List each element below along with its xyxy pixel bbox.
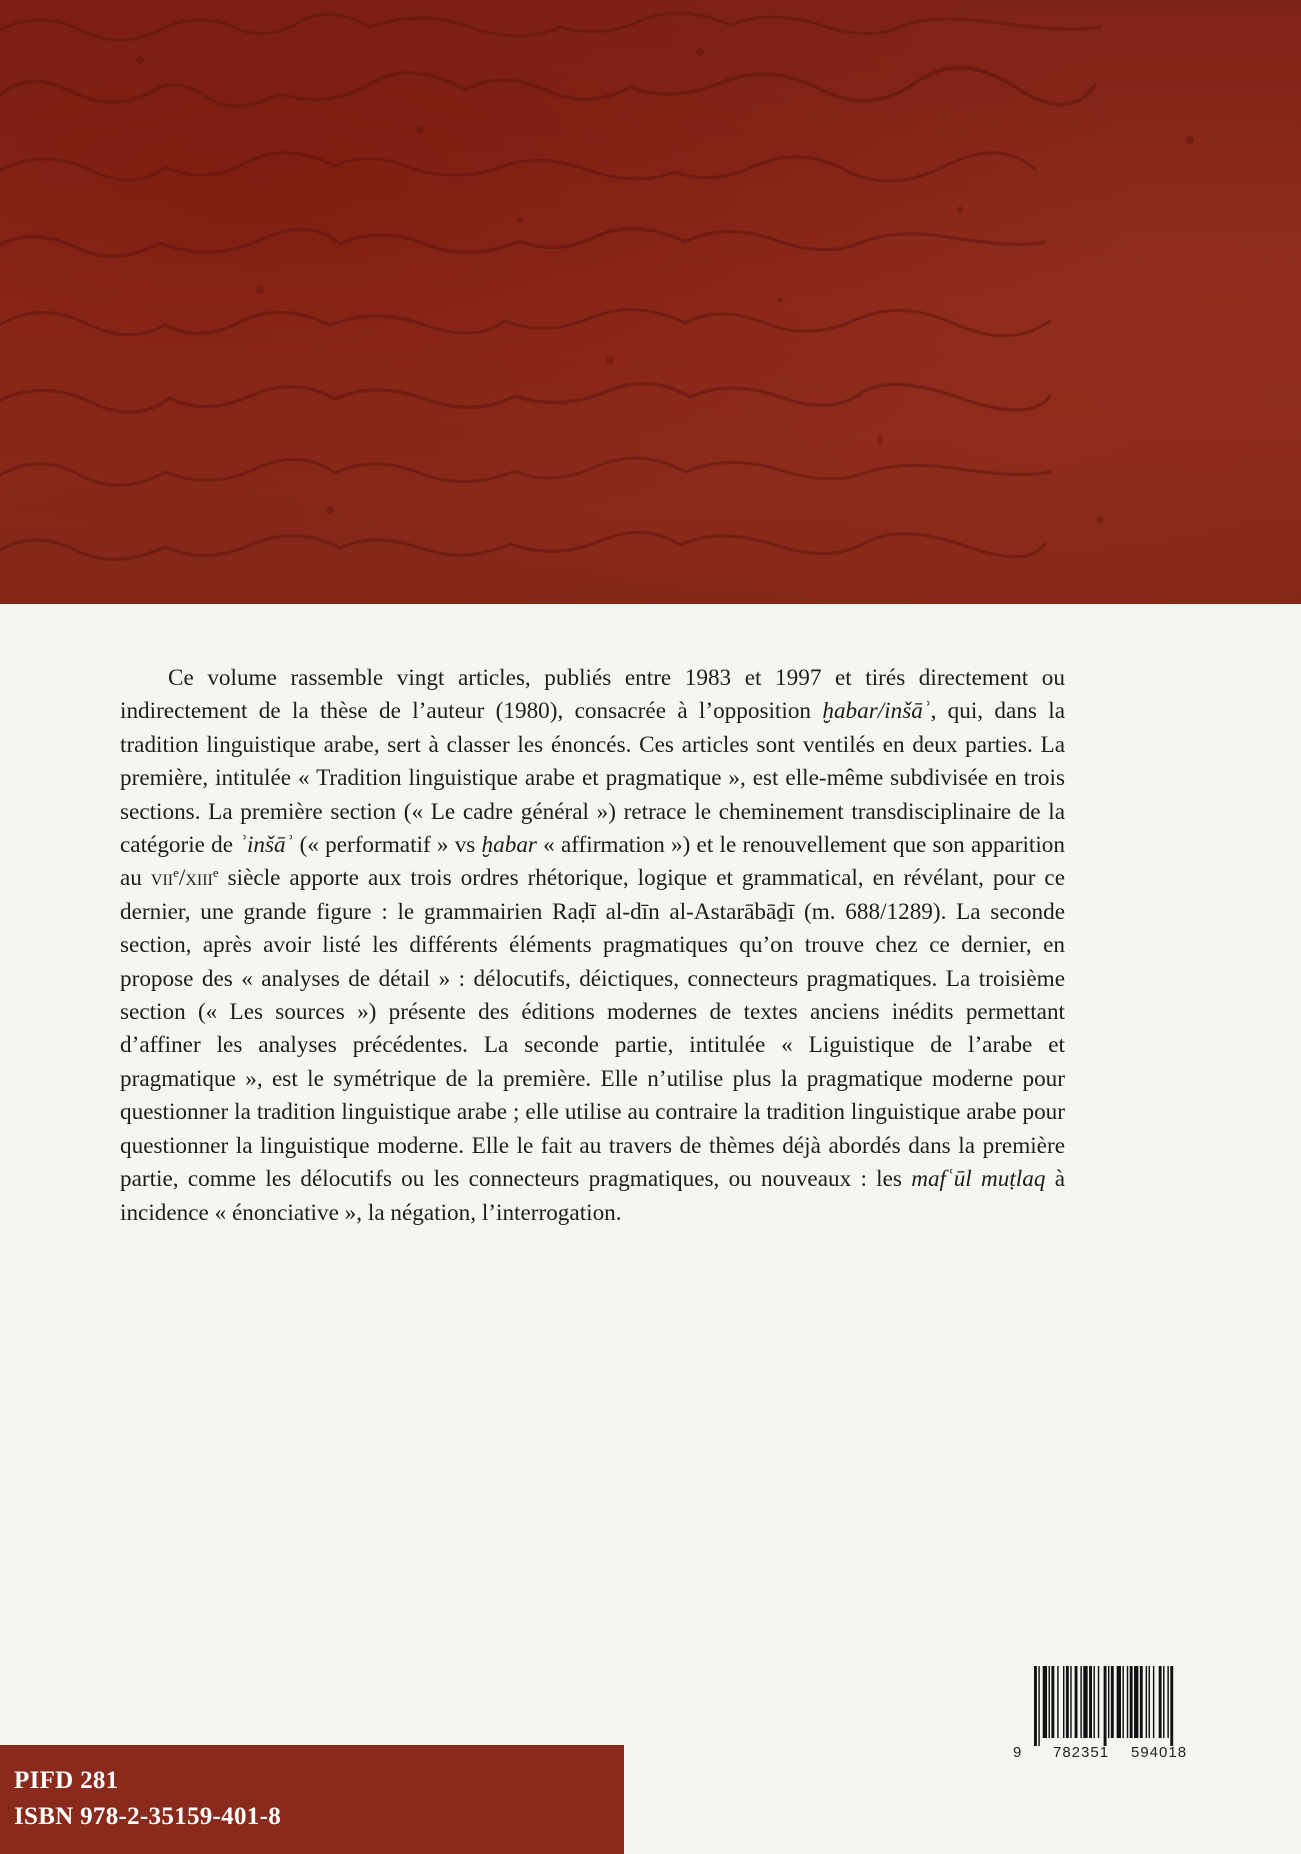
barcode-bar bbox=[1075, 1666, 1078, 1738]
barcode-digits-left: 782351 bbox=[1053, 1744, 1110, 1761]
barcode-bar bbox=[1134, 1666, 1138, 1738]
barcode-bar bbox=[1063, 1666, 1064, 1738]
barcode-bar bbox=[1170, 1666, 1173, 1746]
barcode-bar bbox=[1083, 1666, 1087, 1738]
barcode-bar bbox=[1093, 1666, 1094, 1738]
blurb-segment: ḫabar bbox=[481, 832, 537, 859]
barcode-bar bbox=[1167, 1666, 1168, 1738]
blurb-segment: siècle apporte aux trois ordres rhétorique, logique et grammatical, en révélant, pour ce dernier, une grande figure : le grammairien Raḍī al-dīn al-Astarābāḏī (m. 688/1289). La seconde section, après avoir listé les différents éléments pragmatiques qu’on trouve chez ce dernier, en propose des « analyses de détail » : délocutifs, déictiques, connecteurs pragmatiques. La troisième section (« Les sources ») présente des éditions modernes de textes anciens inédits permettant d’affiner les analyses précédentes. La seconde partie, intitulée « Liguistique de l’arabe et pragmatique », est le symétrique de la première. Elle n’utilise plus la pragmatique moderne pour questionner la tradition linguistique arabe ; elle utilise au contraire la tradition linguistique arabe pour questionner la linguistique moderne. Elle le fait au travers de thèmes déjà abordés dans la première partie, comme les délocutifs ou les connecteurs pragmatiques, ou nouveaux : les bbox=[120, 865, 1065, 1193]
blurb-segment: Ce volume rassemble vingt articles, publiés entre 1983 et 1997 et tirés directement ou indirectement de la thèse de l’auteur (1980), consacrée à l’opposition bbox=[120, 665, 1065, 725]
manuscript-texture bbox=[0, 0, 1301, 604]
back-cover-blurb bbox=[120, 662, 1065, 1230]
barcode-bar bbox=[1140, 1666, 1143, 1738]
blurb-segment: mafʿūl muṭlaq bbox=[911, 1166, 1046, 1193]
barcode-bar bbox=[1146, 1666, 1147, 1738]
barcode-bar bbox=[1130, 1666, 1133, 1738]
barcode-bar bbox=[1153, 1666, 1154, 1738]
barcode-bar bbox=[1070, 1666, 1071, 1738]
blurb-segment: ʾinšāʾ bbox=[239, 832, 294, 859]
blurb-segment: ḫabar/inšāʾ bbox=[822, 698, 931, 725]
blurb-segment: à incidence « énonciative », la négation, l’interrogation. bbox=[120, 1166, 1066, 1226]
isbn-number: ISBN 978-2-35159-401-8 bbox=[14, 1803, 282, 1830]
barcode-bar bbox=[1089, 1666, 1092, 1738]
barcode-bar bbox=[1066, 1666, 1069, 1738]
barcode-bar bbox=[1098, 1666, 1099, 1738]
barcode-bar bbox=[1108, 1666, 1109, 1738]
barcode-bar bbox=[1034, 1666, 1037, 1746]
barcode-digits-right: 594018 bbox=[1131, 1744, 1188, 1761]
barcode-bar bbox=[1149, 1666, 1150, 1738]
blurb-segment: / bbox=[178, 865, 186, 892]
isbn-barcode bbox=[1013, 1666, 1215, 1766]
barcode-bar bbox=[1111, 1666, 1114, 1738]
barcode-bar bbox=[1043, 1666, 1047, 1738]
barcode-bar bbox=[1159, 1666, 1162, 1738]
series-number: PIFD 281 bbox=[14, 1767, 119, 1794]
blurb-segment: « affirmation ») et le renouvellement que son apparition au bbox=[120, 832, 1065, 892]
blurb-segment: , qui, dans la tradition linguistique arabe, sert à classer les énoncés. Ces articles sont ventilés en deux parties. La première, intitulée « Tradition linguistique arabe et pragmatique », est elle-même subdivisée en trois sections. La première section (« Le cadre général ») retrace le cheminement transdisciplinaire de la catégorie de bbox=[120, 698, 1065, 859]
blurb-segment: e bbox=[173, 865, 179, 881]
barcode-bar bbox=[1127, 1666, 1128, 1738]
blurb-segment: e bbox=[212, 865, 219, 881]
barcode bbox=[1034, 1666, 1214, 1746]
barcode-bar bbox=[1057, 1666, 1058, 1738]
barcode-bar bbox=[1104, 1666, 1107, 1746]
blurb-segment: xiii bbox=[185, 865, 213, 892]
barcode-bar bbox=[1117, 1666, 1121, 1738]
manuscript-cover-band bbox=[0, 0, 1301, 604]
blurb-segment: vii bbox=[150, 865, 174, 892]
barcode-bar bbox=[1080, 1666, 1081, 1738]
barcode-bar bbox=[1051, 1666, 1054, 1738]
barcode-bar bbox=[1049, 1666, 1050, 1738]
barcode-bar bbox=[1122, 1666, 1123, 1738]
barcode-bar bbox=[1038, 1666, 1039, 1746]
footer-band bbox=[0, 1745, 624, 1854]
barcode-digit-lead: 9 bbox=[1013, 1744, 1023, 1761]
barcode-bar bbox=[1163, 1666, 1164, 1738]
blurb-segment: (« performatif » vs bbox=[293, 832, 482, 859]
